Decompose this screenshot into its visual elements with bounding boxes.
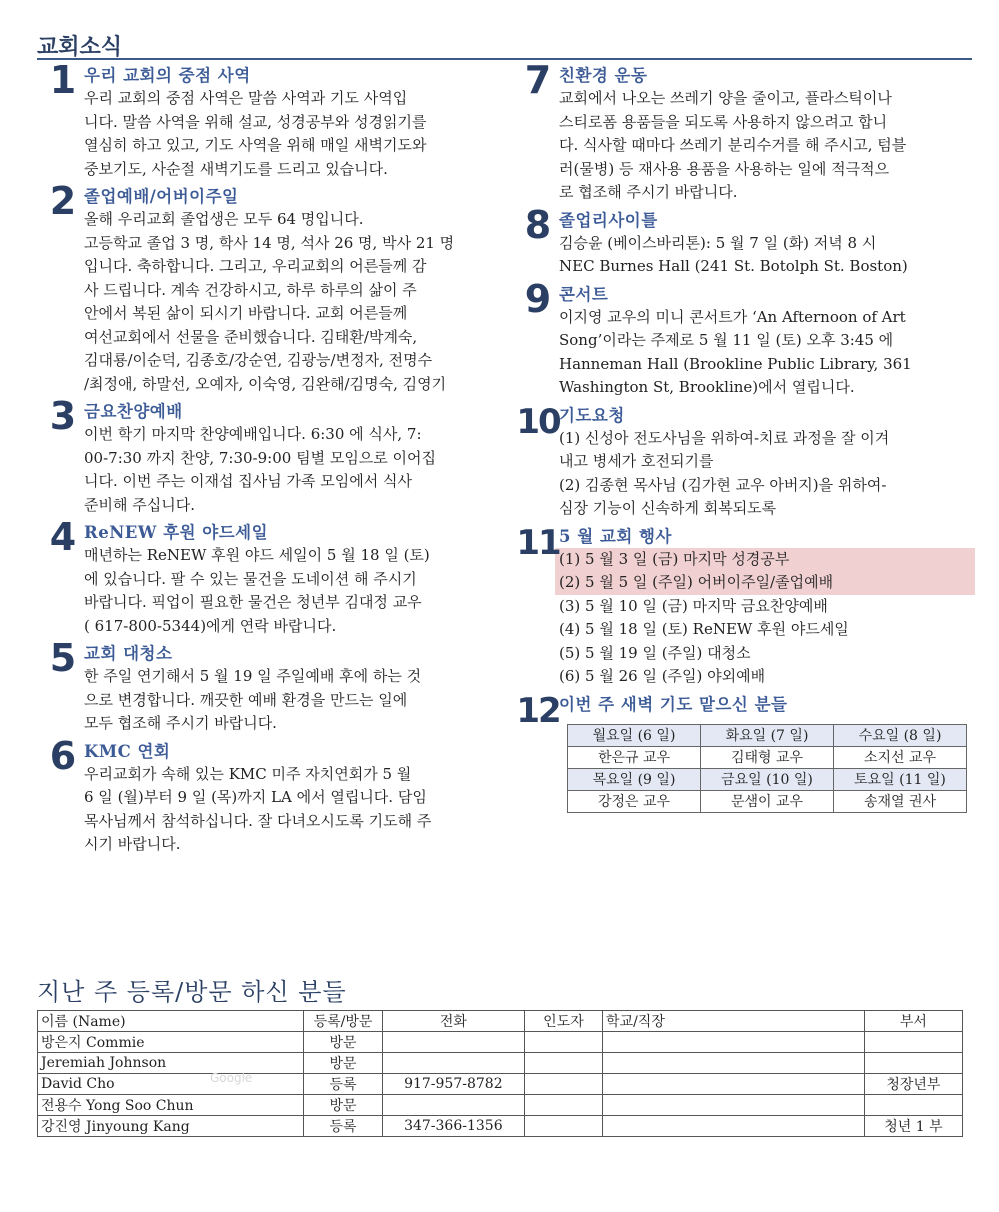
item-number: 8 [524,202,552,247]
table-cell [524,1095,602,1116]
body-line: NEC Burnes Hall (241 St. Botolph St. Boston) [559,257,908,275]
table-cell [524,1116,602,1137]
column-header: 인도자 [524,1011,602,1032]
left-column [40,58,498,861]
body-line: 올해 우리교회 졸업생은 모두 64 명입니다. [84,210,364,228]
table-cell [524,1053,602,1074]
item-title: 친환경 운동 [559,66,648,85]
table-cell [382,1032,524,1053]
table-row [38,1095,963,1116]
body-line: 이번 학기 마지막 찬양예배입니다. 6:30 에 식사, 7: [84,425,422,443]
table-cell: 송재열 권사 [834,790,967,812]
table-cell: 문샘이 교우 [701,790,834,812]
item-title: 금요찬양예배 [84,402,183,421]
body-line: 시기 바랍니다. [84,835,181,853]
table-row [38,1074,963,1095]
table-cell [382,1053,524,1074]
news-item-9 [515,276,975,400]
body-line: 여선교회에서 선물을 준비했습니다. 김태환/박계숙, [84,327,418,346]
body-line: 김대룡/이순덕, 김종호/강순연, 김광능/변정자, 전명수 [84,351,433,369]
item-title: 기도요청 [559,405,625,425]
body-line: 김승윤 (베이스바리톤): 5 월 7 일 (화) 저녁 8 시 [559,233,877,252]
event-line: (4) 5 월 18 일 (토) ReNEW 후원 야드세일 [559,620,849,638]
body-line: (2) 김종현 목사님 (김가현 교우 아버지)을 위하여- [559,475,887,494]
news-item-10 [515,401,975,521]
body-line: 니다. 말씀 사역을 위해 설교, 성경공부와 성경읽기를 [84,112,427,131]
table-cell [603,1032,865,1053]
item-title: 교회 대청소 [84,644,173,663]
news-item-2 [40,179,498,396]
table-cell: 목요일 (9 일) [568,768,701,790]
item-number: 12 [516,690,560,731]
table-cell [864,1095,962,1116]
item-body [559,548,975,689]
item-number: 11 [516,522,560,563]
item-number: 6 [49,733,77,778]
watermark-text: Google [210,1071,253,1085]
news-item-5 [40,636,498,736]
item-title: 졸업예배/어버이주일 [84,187,239,206]
table-row [568,724,967,746]
news-item-8 [515,202,975,279]
table-row [568,746,967,768]
highlighted-event: (1) 5 월 3 일 (금) 마지막 성경공부 [555,548,975,572]
table-cell: 김태형 교우 [701,746,834,768]
table-cell: 등록 [304,1116,383,1137]
table-cell: 강진영 Jinyoung Kang [38,1116,304,1137]
column-header: 부서 [864,1011,962,1032]
news-item-7 [515,58,975,205]
event-line: (6) 5 월 26 일 (주일) 야외예배 [559,667,766,685]
table-cell: 등록 [304,1074,383,1095]
item-body [84,208,498,396]
item-title: 우리 교회의 중점 사역 [84,66,251,85]
body-line: 러(물병) 등 재사용 용품을 사용하는 일에 적극적으 [559,159,890,178]
table-cell: 월요일 (6 일) [568,724,701,746]
body-line: 내고 병세가 호전되기를 [559,452,714,470]
table-cell: 방문 [304,1095,383,1116]
table-cell [603,1053,865,1074]
body-line: Song’이라는 주제로 5 월 11 일 (토) 오후 3:45 에 [559,331,894,349]
body-line: 열심히 하고 있고, 기도 사역을 위해 매일 새벽기도와 [84,136,427,154]
table-cell [524,1074,602,1095]
item-body [559,232,975,279]
body-line: 모두 협조해 주시기 바랍니다. [84,714,277,732]
table-cell [603,1095,865,1116]
body-line: 안에서 복된 삶이 되시기 바랍니다. 교회 어른들께 [84,304,408,322]
item-body [559,306,975,400]
news-item-3 [40,394,498,517]
body-line: 6 일 (월)부터 9 일 (목)까지 LA 에서 열립니다. 담임 [84,788,427,806]
body-line: (1) 신성아 전도사님을 위하여-치료 과정을 잘 이겨 [559,428,890,447]
item-body [84,423,498,517]
body-line: 스티로폼 용품들을 되도록 사용하지 않으려고 합니 [559,112,888,131]
item-number: 5 [49,636,77,680]
table-cell: 방문 [304,1053,383,1074]
body-line: /최정애, 하말선, 오예자, 이숙영, 김완해/김명숙, 김영기 [84,374,447,393]
item-number: 7 [524,58,552,102]
visitors-table [37,1010,963,1137]
body-line: 목사님께서 참석하십니다. 잘 다녀오시도록 기도해 주 [84,811,432,830]
section-title: 교회소식 [37,35,123,60]
body-line: 사 드립니다. 계속 건강하시고, 하루 하루의 삶이 주 [84,280,417,299]
item-number: 3 [49,394,77,438]
table-cell: 토요일 (11 일) [834,768,967,790]
item-number: 4 [49,515,77,559]
column-header: 이름 (Name) [38,1011,304,1032]
news-item-1 [40,58,498,181]
highlighted-event: (2) 5 월 5 일 (주일) 어버이주일/졸업예배 [555,571,975,595]
item-body [84,665,498,736]
news-item-6 [40,733,498,857]
table-row [38,1116,963,1137]
table-cell: 전용수 Yong Soo Chun [38,1095,304,1116]
body-line: 우리 교회의 중점 사역은 말씀 사역과 기도 사역입 [84,89,408,107]
body-line: 으로 변경합니다. 깨끗한 예배 환경을 만드는 일에 [84,690,408,709]
header-divider [37,58,972,60]
table-cell: Jeremiah Johnson [38,1053,304,1074]
item-number: 10 [516,401,560,442]
body-line: 고등학교 졸업 3 명, 학사 14 명, 석사 26 명, 박사 21 명 [84,233,455,252]
table-cell: 화요일 (7 일) [701,724,834,746]
item-title: 5 월 교회 행사 [559,526,672,546]
column-header: 학교/직장 [603,1011,865,1032]
table-cell: 방문 [304,1032,383,1053]
body-line: 에 있습니다. 팔 수 있는 물건을 도네이션 해 주시기 [84,569,417,588]
item-title: KMC 연회 [84,741,171,761]
table-cell: 청년 1 부 [864,1116,962,1137]
table-cell: 수요일 (8 일) [834,724,967,746]
right-column [515,58,975,817]
body-line: 로 협조해 주시기 바랍니다. [559,183,738,201]
item-number: 2 [49,179,77,223]
table-cell: 소지선 교우 [834,746,967,768]
item-title: 콘서트 [559,284,609,304]
item-title: 이번 주 새벽 기도 맡으신 분들 [559,694,788,714]
table-row [568,768,967,790]
body-line: 니다. 이번 주는 이재섭 집사님 가족 모임에서 식사 [84,472,412,490]
item-body [559,427,975,521]
body-line: Hanneman Hall (Brookline Public Library, 361 [559,354,912,373]
table-cell: 금요일 (10 일) [701,768,834,790]
table-header-row [38,1011,963,1032]
column-header: 등록/방문 [304,1011,383,1032]
event-line: (3) 5 월 10 일 (금) 마지막 금요찬양예배 [559,596,828,615]
body-line: 입니다. 축하합니다. 그리고, 우리교회의 어른들께 감 [84,257,427,275]
table-cell: 한은규 교우 [568,746,701,768]
news-item-11 [515,522,975,689]
body-line: 중보기도, 사순절 새벽기도를 드리고 있습니다. [84,159,388,178]
table-cell: 청장년부 [864,1074,962,1095]
body-line: 한 주일 연기해서 5 월 19 일 주일예배 후에 하는 것 [84,667,422,685]
item-body [84,763,498,857]
body-line: 다. 식사할 때마다 쓰레기 분리수거를 해 주시고, 텀블 [559,136,907,154]
body-line: ( 617-800-5344)에게 연락 바랍니다. [84,616,337,635]
news-item-4 [40,515,498,638]
news-item-12 [515,690,975,813]
table-row [38,1032,963,1053]
item-title: ReNEW 후원 야드세일 [84,523,269,542]
table-cell: 강정은 교우 [568,790,701,812]
table-cell [603,1116,865,1137]
body-line: 00-7:30 까지 찬양, 7:30-9:00 팀별 모임으로 이어집 [84,448,437,467]
body-line: 바랍니다. 픽업이 필요한 물건은 청년부 김대정 교우 [84,593,422,611]
prayer-schedule-table [567,724,967,813]
table-cell [382,1095,524,1116]
body-line: Washington St, Brookline)에서 열립니다. [559,378,855,396]
table-cell [864,1053,962,1074]
item-title: 졸업리사이틀 [559,210,658,230]
body-line: 준비해 주십니다. [84,495,195,514]
event-line: (5) 5 월 19 일 (주일) 대청소 [559,643,751,662]
table-cell: David Cho [38,1074,304,1095]
body-line: 심장 기능이 신속하게 회복되도록 [559,499,777,517]
item-number: 1 [49,58,77,102]
body-line: 매년하는 ReNEW 후원 야드 세일이 5 월 18 일 (토) [84,546,430,564]
item-body [559,87,975,205]
table-cell [864,1032,962,1053]
table-cell: 방은지 Commie [38,1032,304,1053]
table-cell: 917-957-8782 [382,1074,524,1095]
table-cell [603,1074,865,1095]
visitors-title: 지난 주 등록/방문 하신 분들 [37,978,347,1006]
table-cell [524,1032,602,1053]
item-body [84,544,498,638]
item-body [84,87,498,181]
table-row [568,790,967,812]
column-header: 전화 [382,1011,524,1032]
item-number: 9 [524,276,552,321]
body-line: 우리교회가 속해 있는 KMC 미주 자치연회가 5 월 [84,764,412,783]
table-cell: 347-366-1356 [382,1116,524,1137]
table-row [38,1053,963,1074]
body-line: 이지영 교우의 미니 콘서트가 ‘An Afternoon of Art [559,307,906,326]
body-line: 교회에서 나오는 쓰레기 양을 줄이고, 플라스틱이나 [559,89,892,107]
